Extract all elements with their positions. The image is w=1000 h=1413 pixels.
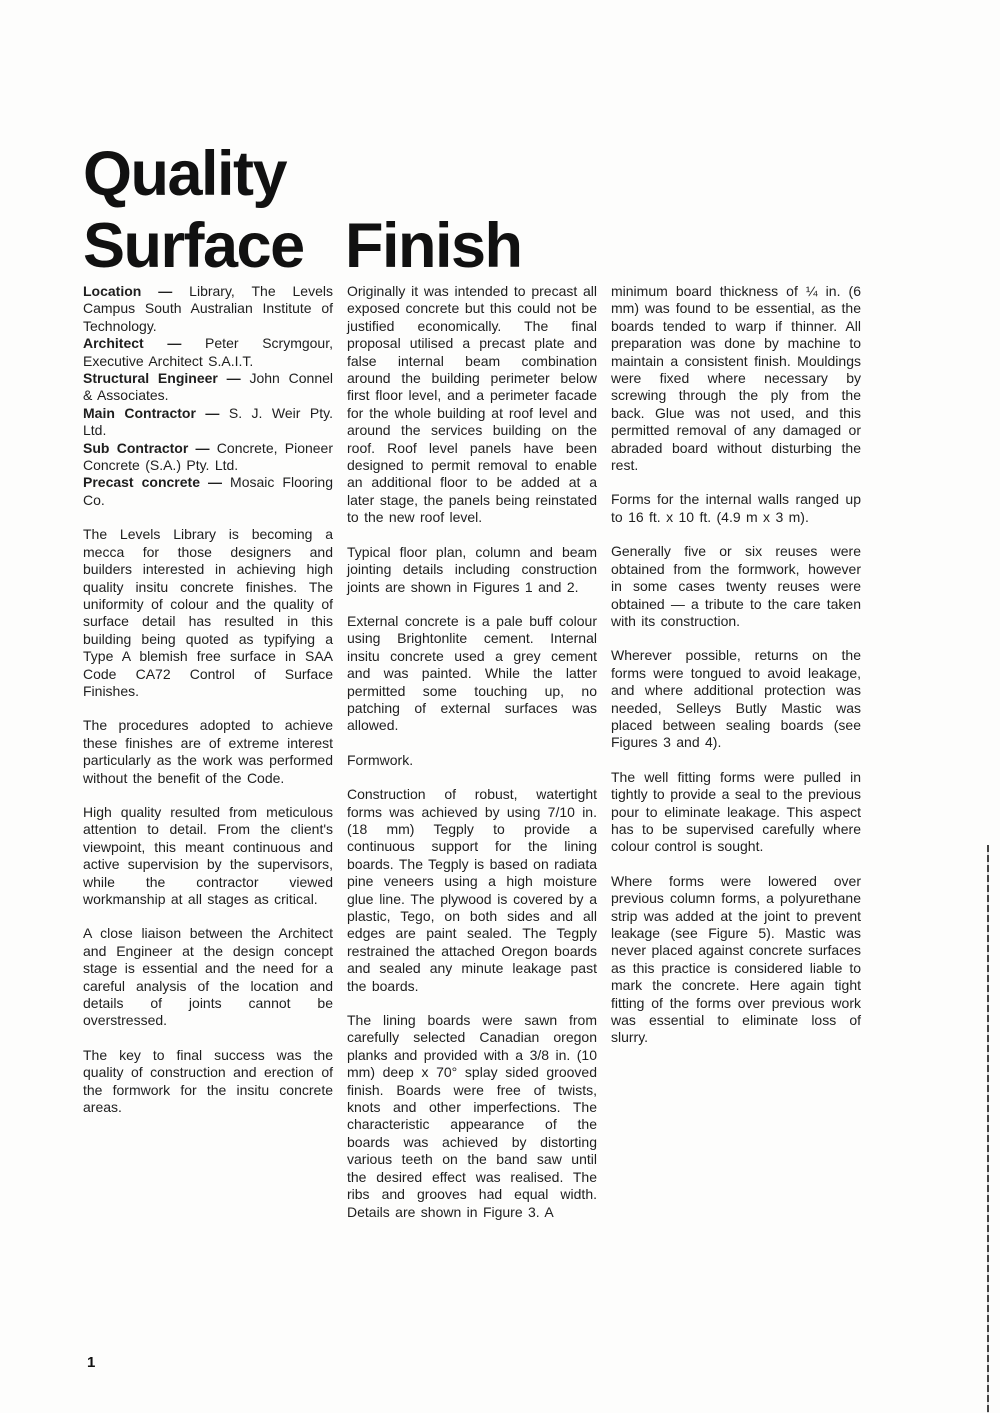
paragraph: Generally five or six reuses were obtained from the formwork, however in some cases twenty reuses were obtained — a tribute to the care taken with its construction. (611, 543, 861, 629)
credit-structural-engineer-label: Structural Engineer — (83, 370, 241, 387)
section-heading-formwork: Formwork. (347, 751, 414, 768)
paragraph: Originally it was intended to precast all exposed concrete but this could not be justified economically. The final proposal utilised a precast plate and false internal beam combination around the building perimeter below first floor level, and a perimeter facade for the whole building at roof level and around the services building on the roof. Roof level panels have been designed to permit removal to enable an additional floor to be added at a later stage, the panels being reinstated to the new roof level. (347, 283, 597, 526)
credit-location (83, 283, 333, 335)
credit-precast-concrete-label: Precast concrete — (83, 474, 223, 491)
credit-main-contractor-text: S. J. Weir Pty. Ltd. (83, 404, 333, 439)
paragraph: The well fitting forms were pulled in tightly to provide a seal to the previous pour to eliminate leakage. This aspect has to be supervised carefully where colour control is sought. (611, 768, 861, 855)
paragraph: Where forms were lowered over previous column forms, a polyurethane strip was added at the joint to prevent leakage (see Figure 5). Mastic was never placed against concrete surfaces as this practice is considered liable to mark the concrete. Here again tight fitting of the forms over previous work was essential to eliminate loss of slurry. (611, 872, 861, 1046)
credit-main-contractor-label: Main Contractor — (83, 404, 220, 421)
credit-main-contractor (83, 405, 333, 440)
title-line2 (83, 210, 522, 282)
title-word-finish: Finish (345, 211, 522, 281)
column-3 (611, 283, 861, 1064)
article-title (83, 138, 522, 282)
credit-architect (83, 335, 333, 370)
credit-location-label: Location — (83, 283, 173, 299)
paragraph: Wherever possible, returns on the forms were tongued to avoid leakage, and where additional protection was needed, Selleys Butly Mastic was placed between sealing boards (see Figures 3 and 4). (611, 647, 861, 751)
paragraph: A close liaison between the Architect and Engineer at the design concept stage is essential and the need for a careful analysis of the location and details of joints cannot be overstressed. (83, 925, 333, 1029)
paragraph: The lining boards were sawn from carefully selected Canadian oregon planks and provided with a 3/8 in. (10 mm) deep x 70° splay sided grooved finish. Boards were free of twists, knots and other imperfections. The characteristic appearance of the boards was achieved by distorting various teeth on the band saw until the desired effect was realised. The ribs and grooves had equal width. Details are shown in Figure 3. A (347, 1012, 597, 1220)
paragraph: The procedures adopted to achieve these finishes are of extreme interest particularly as the work was performed without the benefit of the Code. (83, 717, 333, 786)
credit-location-text: Library, The Levels Campus South Australian Institute of Technology. (83, 283, 333, 334)
paragraph: The Levels Library is becoming a mecca for those designers and builders interested in achieving high quality insitu concrete finishes. The uniformity of colour and the quality of surface detail has resulted in this building being quoted as typifying a Type A blemish free surface in SAA Code CA72 Control of Surface Finishes. (83, 526, 333, 699)
credit-precast-concrete (83, 474, 333, 509)
column-1 (83, 283, 333, 1133)
paragraph: The key to final success was the quality of construction and erection of the formwork for the insitu concrete areas. (83, 1046, 333, 1116)
credit-architect-label: Architect — (83, 335, 182, 352)
credit-structural-engineer-text: John Connel & Associates. (83, 370, 333, 404)
paragraph: Typical floor plan, column and beam jointing details including construction joints are shown in Figures 1 and 2. (347, 543, 597, 595)
paragraph: Construction of robust, watertight forms was achieved by using 7/10 in. (18 mm) Tegply to provide a continuous support for the lining boards. The Tegply is based on radiata pine veneers using a high moisture glue line. The plywood is covered by a plastic, Tego, on both sides and all edges are paint sealed. The Tegply restrained the attached Oregon boards and sealed any minute leakage past the boards. (347, 786, 597, 994)
column-2 (347, 283, 597, 1238)
paragraph: External concrete is a pale buff colour using Brightonlite cement. Internal insitu concrete used a grey cement and was painted. While the latter permitted some touching up, no patching of external surfaces was allowed. (347, 612, 597, 734)
scan-artifact-line (987, 845, 989, 1413)
page-number: 1 (87, 1354, 96, 1371)
title-line1: Quality (83, 139, 287, 209)
article-columns (83, 283, 878, 1238)
credit-sub-contractor (83, 440, 333, 475)
credit-sub-contractor-label: Sub Contractor — (83, 439, 210, 456)
credit-sub-contractor-text: Concrete, Pioneer Concrete (S.A.) Pty. Ltd. (83, 439, 334, 474)
credit-precast-concrete-text: Mosaic Flooring Co. (83, 474, 333, 508)
paragraph: Forms for the internal walls ranged up to 16 ft. x 10 ft. (4.9 m x 3 m). (611, 491, 861, 525)
paragraph: High quality resulted from meticulous attention to detail. From the client's viewpoint, this meant continuous and active supervision by the supervisors, while the contractor viewed workmanship at all stages as critical. (83, 803, 333, 907)
paragraph: minimum board thickness of ¼ in. (6 mm) was found to be essential, as the boards tended to warp if thinner. All preparation was done by machine to maintain a consistent finish. Mouldings were fixed where necessary by screwing through the ply from the back. Glue was not used, and this permitted removal of any damaged or abraded board without disturbing the rest. (611, 283, 861, 474)
credit-architect-text: Peter Scrymgour, Executive Architect S.A.I.T. (83, 335, 333, 369)
credit-structural-engineer (83, 370, 333, 405)
credits-block (83, 283, 333, 509)
title-word-surface: Surface (83, 211, 304, 281)
